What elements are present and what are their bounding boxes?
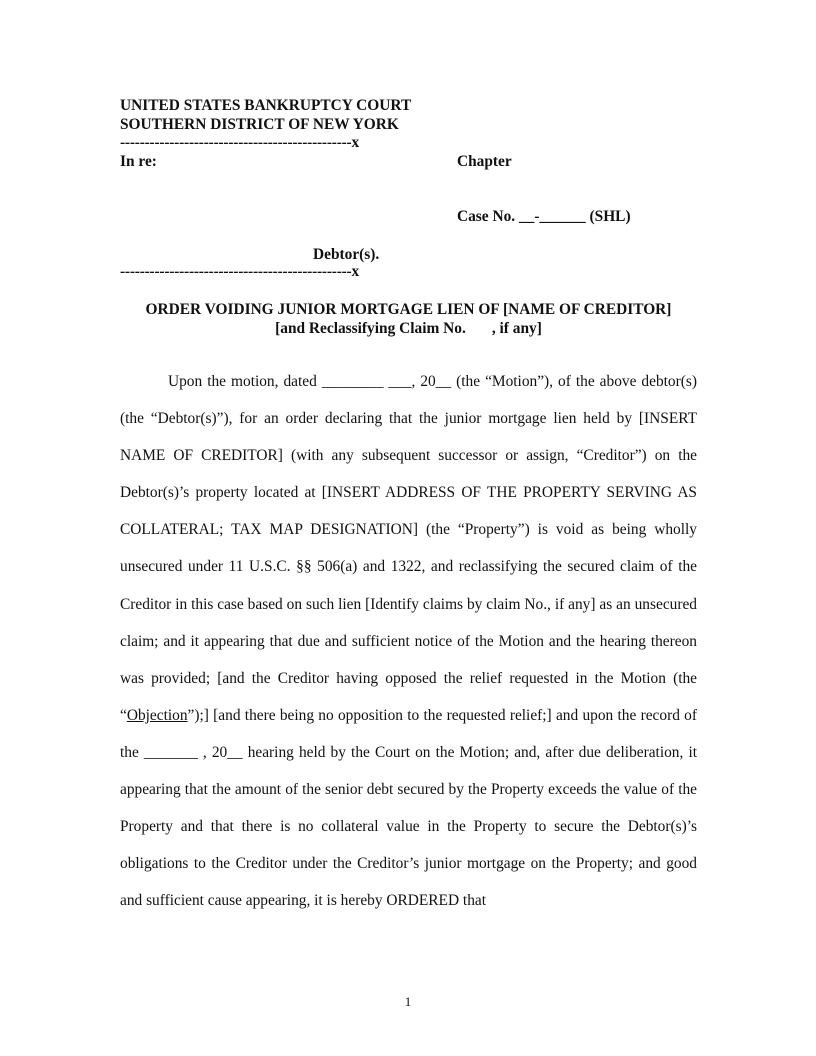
debtor-label: Debtor(s). xyxy=(313,246,380,263)
objection-term: Objection xyxy=(126,706,188,724)
caption-divider-top: -----------------------------------------------x xyxy=(120,134,359,151)
in-re-label: In re: xyxy=(120,153,157,170)
order-subtitle xyxy=(120,319,697,338)
case-number: Case No. __-______ (SHL) xyxy=(457,208,631,225)
court-name-line1: UNITED STATES BANKRUPTCY COURT xyxy=(120,97,412,114)
order-title: ORDER VOIDING JUNIOR MORTGAGE LIEN OF [NAME OF CREDITOR] xyxy=(145,301,672,318)
caption-divider-bottom: -----------------------------------------------x xyxy=(120,263,359,280)
order-subtitle-part2: , if any] xyxy=(491,320,542,337)
body-text-part1: Upon the motion, dated ________ ___, 20__ (the “Motion”), of the above debtor(s) (the “Debtor(s)”), for an order declaring that the junior mortgage lien held by [INSERT NAME OF CREDITOR] (with any subsequent successor or assign, “Creditor”) on the Debtor(s)’s property located at [INSERT ADDRESS OF THE PROPERTY SERVING AS COLLATERAL; TAX MAP DESIGNATION] (the “Property”) is void as being wholly unsecured under 11 U.S.C. §§ 506(a) and 1322, and reclassifying the secured claim of the Creditor in this case based on such lien [Identify claims by claim No., if any] as an unsecured claim; and it appearing that due and sufficient notice of the Motion and the hearing thereon was provided; [and the Creditor having opposed the relief requested in the Motion (the “ xyxy=(120,373,697,724)
page-number: 1 xyxy=(404,994,412,1009)
order-body-paragraph xyxy=(120,363,697,919)
chapter-label: Chapter xyxy=(457,153,512,170)
court-name-line2: SOUTHERN DISTRICT OF NEW YORK xyxy=(120,116,399,133)
body-text-part2: ”);] [and there being no opposition to the requested relief;] and upon the record of the _______ , 20__ hearing held by the Court on the Motion; and, after due deliberation, it appearing that the amount of the senior debt secured by the Property exceeds the value of the Property and that there is no collateral value in the Property to secure the Debtor(s)’s obligations to the Creditor under the Creditor’s junior mortgage on the Property; and good and sufficient cause appearing, it is hereby ORDERED that xyxy=(120,706,697,910)
order-subtitle-part1: [and Reclassifying Claim No. xyxy=(275,320,466,337)
